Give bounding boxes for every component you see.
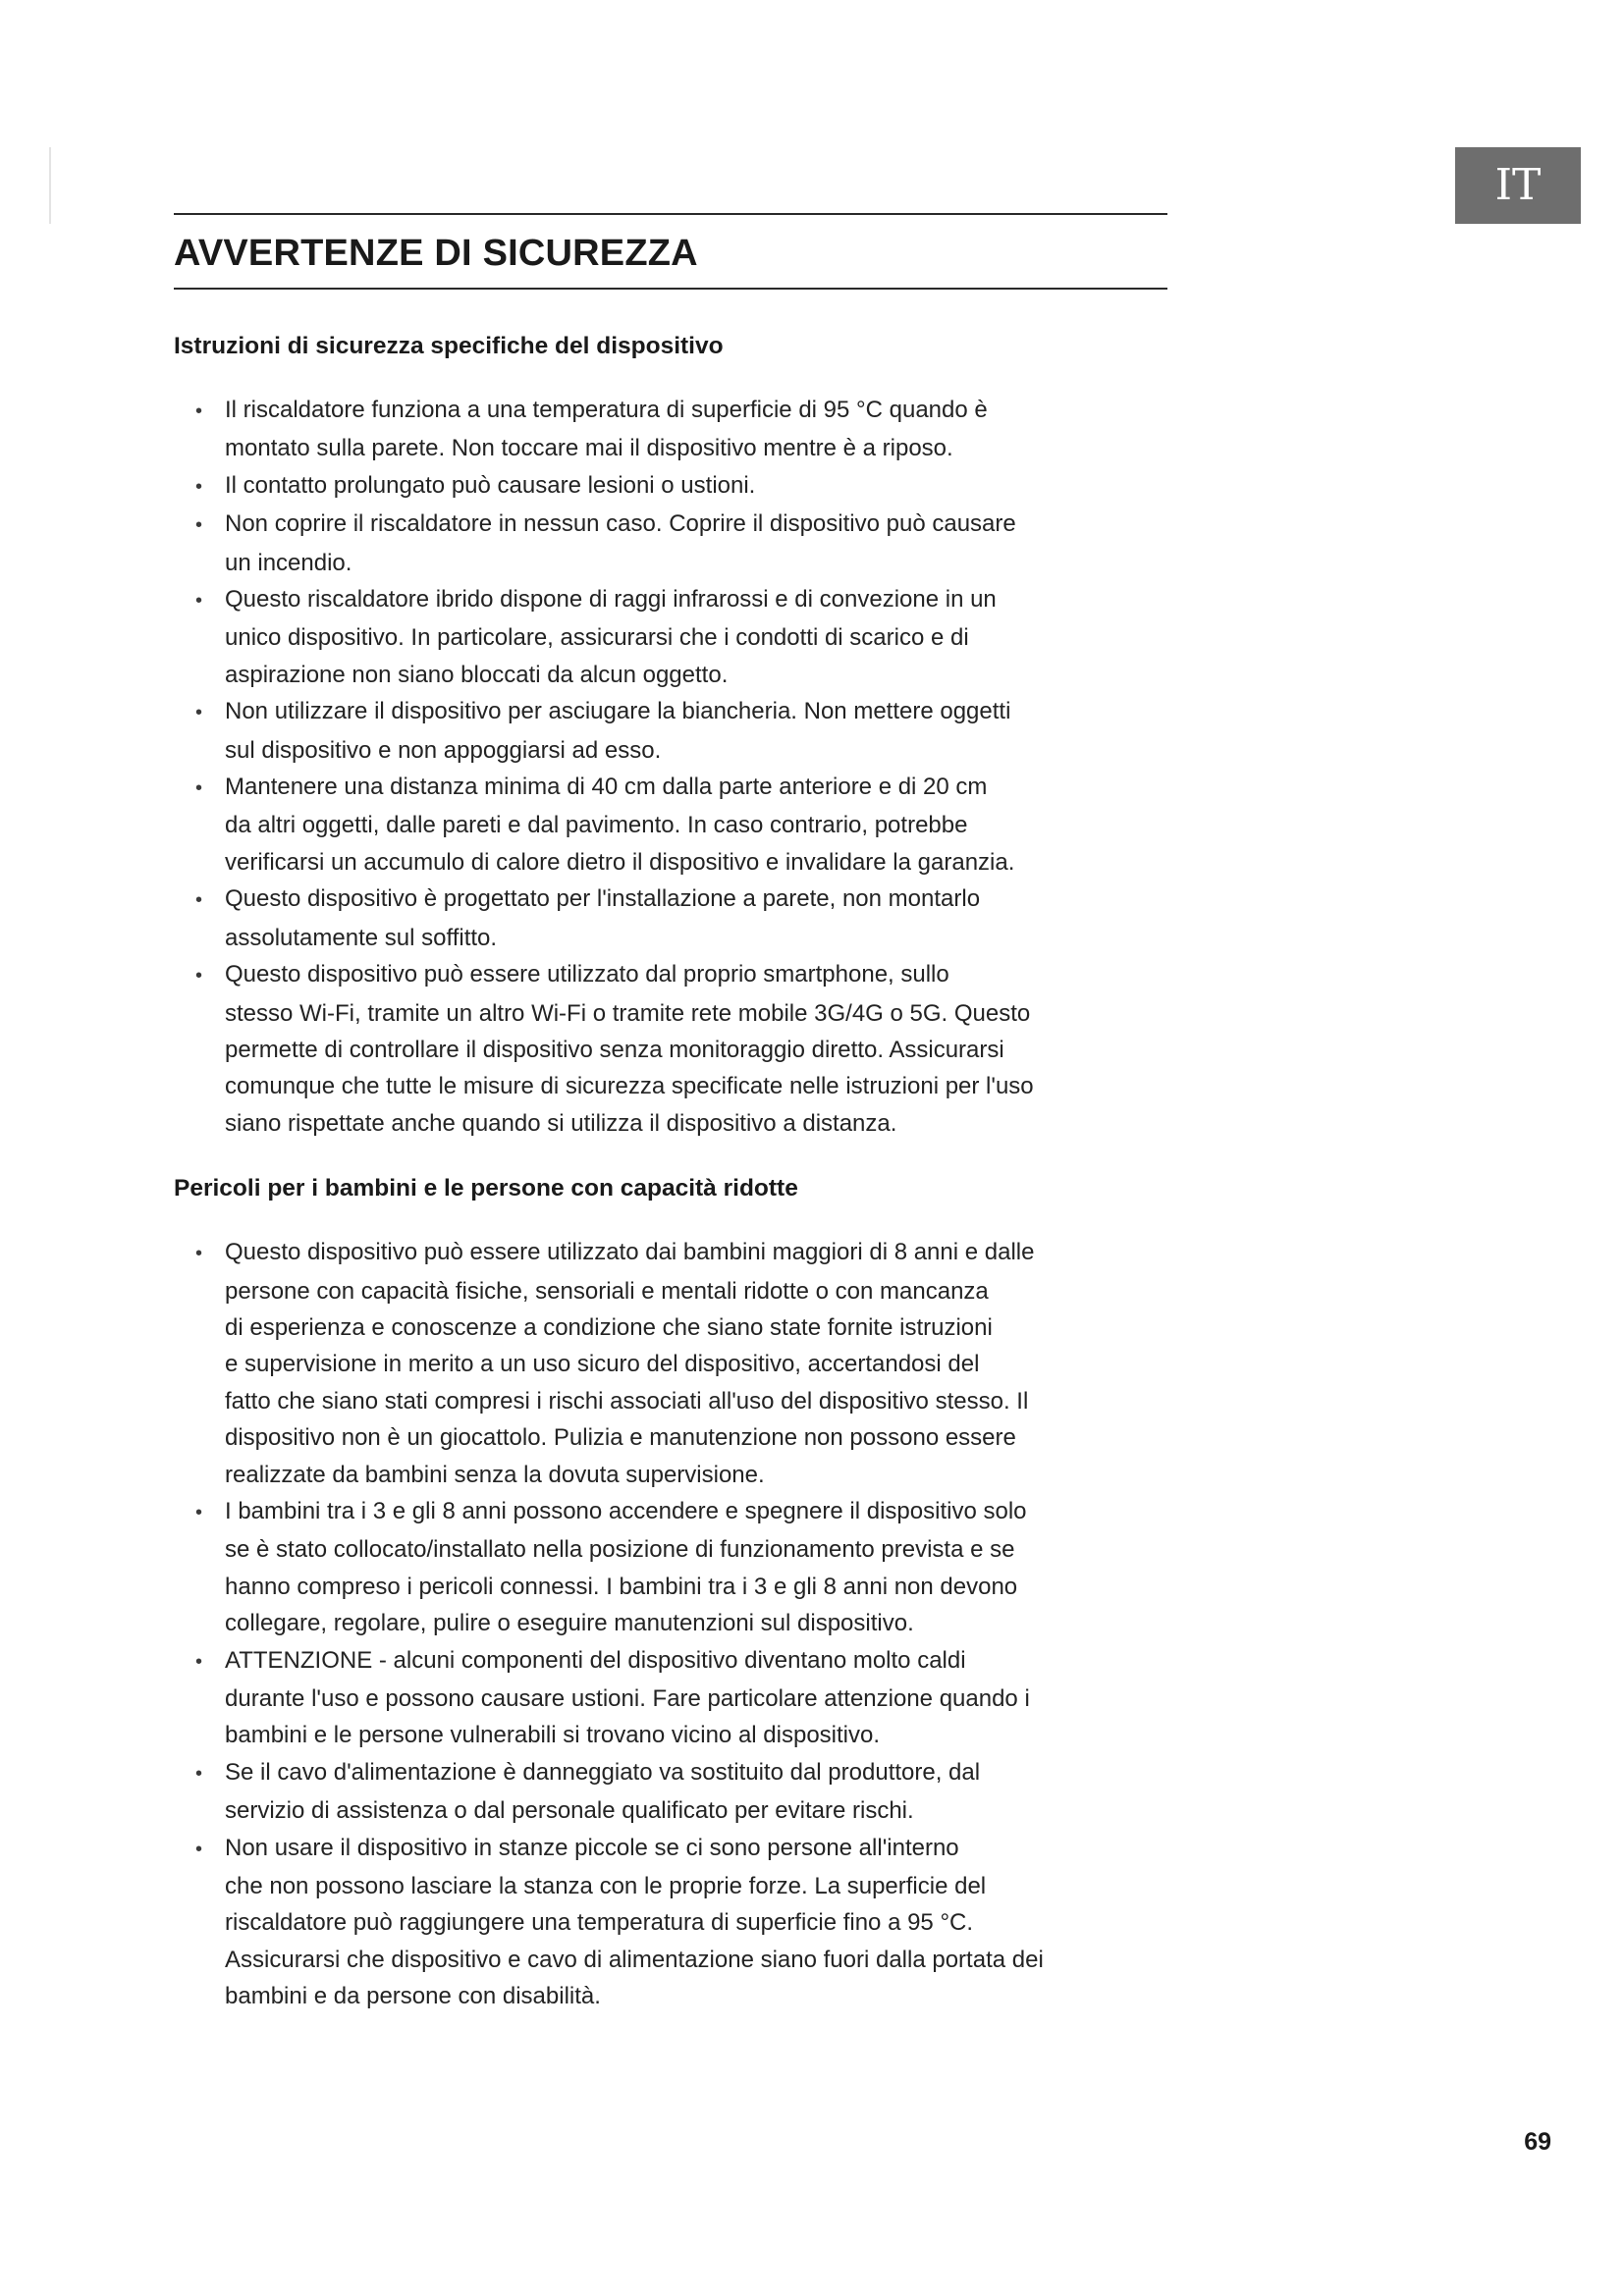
page-title: AVVERTENZE DI SICUREZZA [174,233,698,274]
page-number: 69 [1524,2128,1551,2156]
device-safety-list [174,392,1167,1142]
section-heading-device-safety: Istruzioni di sicurezza specifiche del dispositivo [174,333,724,359]
section-heading-children-hazards: Pericoli per i bambini e le persone con capacità ridotte [174,1175,798,1202]
list-item: • ATTENZIONE - alcuni componenti del dispositivo diventano molto caldi durante l'uso e possono causare ustioni. Fare particolare attenzione quando i bambini e le persone vulnerabili si trovano vicino al dispositivo. [174,1642,1167,1754]
list-item: • Mantenere una distanza minima di 40 cm dalla parte anteriore e di 20 cm da altri oggetti, dalle pareti e dal pavimento. In caso contrario, potrebbe verificarsi un accumulo di calore dietro il dispositivo e invalidare la garanzia. [174,769,1167,881]
list-item: • Questo dispositivo è progettato per l'installazione a parete, non montarlo assolutamente sul soffitto. [174,881,1167,956]
title-rule-bottom [174,288,1167,290]
language-tab: IT [1455,147,1581,224]
list-item: • Il contatto prolungato può causare lesioni o ustioni. [174,467,1167,506]
margin-mark [49,147,51,224]
list-item: • Il riscaldatore funziona a una temperatura di superficie di 95 °C quando è montato sulla parete. Non toccare mai il dispositivo mentre è a riposo. [174,392,1167,467]
title-rule-top [174,213,1167,215]
list-item: • Questo dispositivo può essere utilizzato dal proprio smartphone, sullo stesso Wi-Fi, tramite un altro Wi-Fi o tramite rete mobile 3G/4G o 5G. Questo permette di controllare il dispositivo senza monitoraggio diretto. Assicurarsi comunque che tutte le misure di sicurezza specificate nelle istruzioni per l'uso siano rispettate anche quando si utilizza il dispositivo a distanza. [174,956,1167,1142]
children-hazards-list [174,1234,1167,2015]
list-item: • Questo riscaldatore ibrido dispone di raggi infrarossi e di convezione in un unico dispositivo. In particolare, assicurarsi che i condotti di scarico e di aspirazione non siano bloccati da alcun oggetto. [174,581,1167,693]
list-item: • Non coprire il riscaldatore in nessun caso. Coprire il dispositivo può causare un incendio. [174,506,1167,581]
list-item: • Non usare il dispositivo in stanze piccole se ci sono persone all'interno che non possono lasciare la stanza con le proprie forze. La superficie del riscaldatore può raggiungere una temperatura di superficie fino a 95 °C. Assicurarsi che dispositivo e cavo di alimentazione siano fuori dalla portata dei bambini e da persone con disabilità. [174,1830,1167,2015]
page-content [174,213,1167,2015]
list-item: • Non utilizzare il dispositivo per asciugare la biancheria. Non mettere oggetti sul dispositivo e non appoggiarsi ad esso. [174,693,1167,769]
list-item: • Questo dispositivo può essere utilizzato dai bambini maggiori di 8 anni e dalle persone con capacità fisiche, sensoriali e mentali ridotte o con mancanza di esperienza e conoscenze a condizione che siano state fornite istruzioni e supervisione in merito a un uso sicuro del dispositivo, accertandosi del fatto che siano stati compresi i rischi associati all'uso del dispositivo stesso. Il dispositivo non è un giocattolo. Pulizia e manutenzione non possono essere realizzate da bambini senza la dovuta supervisione. [174,1234,1167,1493]
list-item: • I bambini tra i 3 e gli 8 anni possono accendere e spegnere il dispositivo solo se è stato collocato/installato nella posizione di funzionamento prevista e se hanno compreso i pericoli connessi. I bambini tra i 3 e gli 8 anni non devono collegare, regolare, pulire o eseguire manutenzioni sul dispositivo. [174,1493,1167,1642]
list-item: • Se il cavo d'alimentazione è danneggiato va sostituito dal produttore, dal servizio di assistenza o dal personale qualificato per evitare rischi. [174,1754,1167,1830]
